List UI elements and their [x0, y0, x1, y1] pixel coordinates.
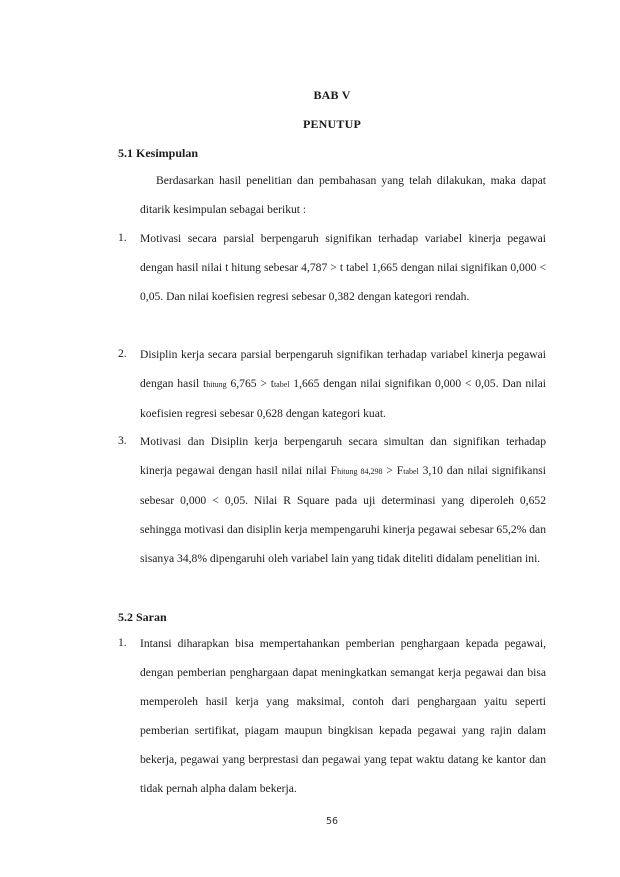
chapter-title: PENUTUP	[302, 117, 362, 131]
list-item-text: Motivasi secara parsial berpengaruh signifikan terhadap variabel kinerja pegawai dengan hasil nilai t hitung sebesar 4,787 > t tabel 1,665 dengan nilai signifikan 0,000 < 0,05. Dan nilai koefisien regresi sebesar 0,382 dengan kategori rendah.	[140, 232, 546, 303]
text-segment: 3,10 dan nilai signifikansi sebesar 0,000 < 0,05. Nilai R Square pada uji determinasi yang diperoleh 0,652 sehingga motivasi dan disiplin kerja mempengaruhi kinerja pegawai sebesar 65,2% dan sisanya 34,8% dipengaruhi oleh variabel lain yang tidak diteliti didalam penelitian ini.	[140, 464, 546, 565]
list-item-text	[140, 340, 546, 428]
list-item-text	[140, 427, 546, 573]
list-item-text: Intansi diharapkan bisa mempertahankan pemberian penghargaan kepada pegawai, dengan pemberian penghargaan dapat meningkatkan semangat kerja pegawai dan bisa memperoleh hasil kerja yang maksimal, contoh dari penghargaan yaitu seperti pemberian sertifikat, piagam maupun bingkisan kepada pegawai yang rajin dalam bekerja, pegawai yang berprestasi dan pegawai yang tepat waktu datang ke kantor dan tidak pernah alpha dalam bekerja.	[140, 637, 546, 795]
list-number: 3.	[118, 434, 127, 447]
section-title-saran: 5.2 Saran	[118, 610, 167, 624]
text-segment: > F	[382, 464, 404, 477]
text-segment: Motivasi dan Disiplin kerja berpengaruh secara simultan dan signifikan terhadap kinerja pegawai dengan hasil nilai nilai F	[140, 435, 546, 477]
subscript: hitung 84,298	[337, 467, 383, 476]
section-title-kesimpulan: 5.1 Kesimpulan	[118, 146, 199, 160]
page-number: 56	[325, 816, 339, 827]
text-segment: 6,765 > t	[226, 377, 274, 390]
subscript: hitung	[206, 380, 227, 389]
intro-paragraph: Berdasarkan hasil penelitian dan pembahasan yang telah dilakukan, maka dapat ditarik kesimpulan sebagai berikut :	[140, 174, 546, 216]
list-number: 1.	[118, 231, 127, 244]
text-segment: Disiplin kerja secara parsial berpengaruh signifikan terhadap variabel kinerja pegawai dengan hasil t	[140, 348, 546, 390]
chapter-label: BAB V	[313, 88, 351, 102]
subscript: tabel	[403, 467, 419, 476]
list-number: 2.	[118, 347, 127, 360]
text-segment: 1,665 dengan nilai signifikan 0,000 < 0,05. Dan nilai koefisien regresi sebesar 0,628 dengan kategori kuat.	[140, 377, 546, 420]
subscript: tabel	[273, 380, 290, 389]
list-number: 1.	[118, 636, 127, 649]
